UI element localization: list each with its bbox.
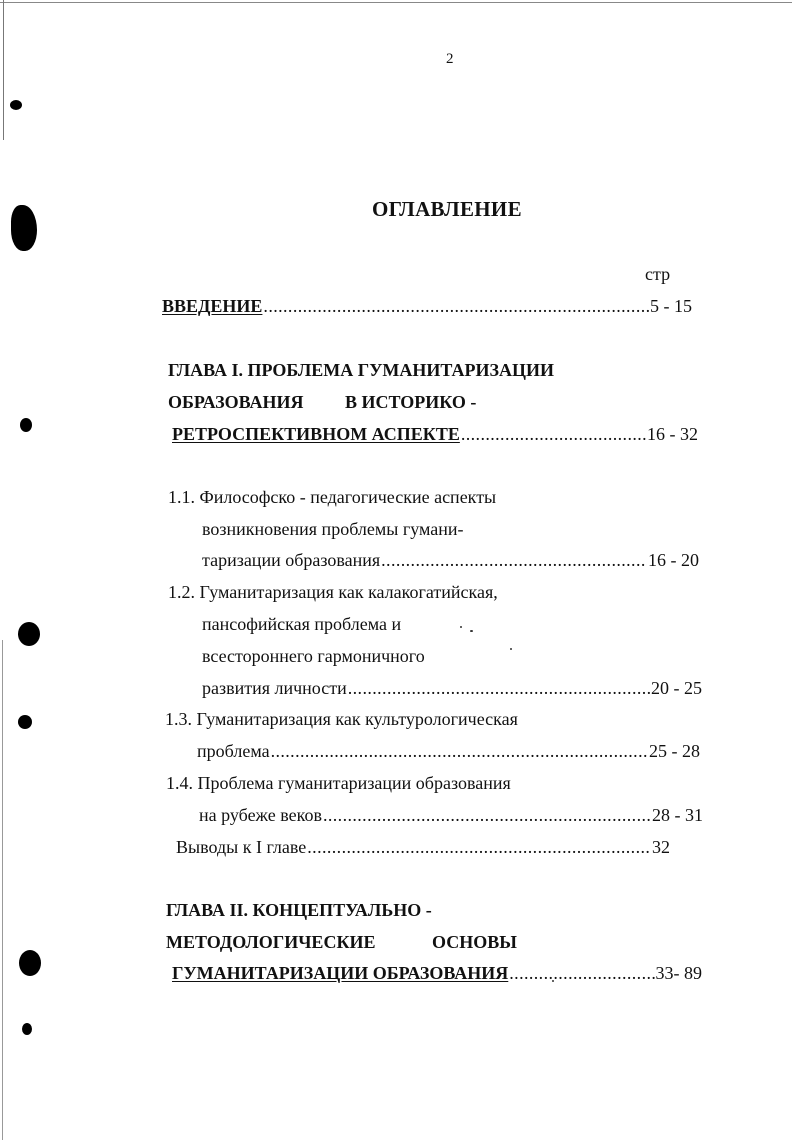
chapter2-title-line1: ГЛАВА II. КОНЦЕПТУАЛЬНО - <box>166 900 432 920</box>
toc-entry-chapter2[interactable] <box>172 962 702 984</box>
toc-entry-intro[interactable] <box>162 295 692 317</box>
section-1-2-line1: 1.2. Гуманитаризация как калакогатийская, <box>168 582 498 602</box>
chapter2-title-line2b: ОСНОВЫ <box>432 932 517 952</box>
section-1-3-line1: 1.3. Гуманитаризация как культурологическая <box>165 709 518 729</box>
chapter1-title-line3: РЕТРОСПЕКТИВНОМ АСПЕКТЕ <box>172 424 460 444</box>
dot-leader <box>509 962 654 984</box>
conclusions-pages: 32 <box>652 837 670 857</box>
section-1-1-line1: 1.1. Философско - педагогические аспекты <box>168 487 497 507</box>
intro-label: ВВЕДЕНИЕ <box>162 296 263 316</box>
dot-leader <box>271 740 648 762</box>
chapter1-title-line1: ГЛАВА I. ПРОБЛЕМА ГУМАНИТАРИЗАЦИИ <box>168 360 555 380</box>
toc-entry-section-1-2[interactable] <box>202 677 702 699</box>
toc-entry-section-1-3[interactable] <box>197 740 700 762</box>
section-1-2-line2: пансофийская проблема и <box>202 614 402 634</box>
section-1-4-line2: на рубеже веков <box>199 805 322 825</box>
dot-leader <box>307 836 651 858</box>
chapter1-pages: 16 - 32 <box>647 424 698 444</box>
scan-mark <box>10 100 22 110</box>
conclusions-label: Выводы к I главе <box>176 837 307 857</box>
dot-leader <box>263 295 649 317</box>
section-1-2-line4: развития личности <box>202 678 347 698</box>
punch-hole <box>19 950 41 976</box>
dust-speck <box>460 626 462 628</box>
dot-leader <box>348 677 650 699</box>
section-1-1-pages: 16 - 20 <box>648 550 699 570</box>
section-1-1-line2: возникновения проблемы гумани- <box>202 519 464 539</box>
section-1-3-pages: 25 - 28 <box>649 741 700 761</box>
toc-entry-section-1-4[interactable] <box>199 804 703 826</box>
chapter1-title-line2b: В ИСТОРИКО - <box>345 392 477 412</box>
page-number: 2 <box>446 51 454 67</box>
dot-leader <box>461 423 646 445</box>
section-1-2-line3: всестороннего гармоничного <box>202 646 425 666</box>
scan-mark <box>18 715 32 729</box>
chapter1-title-line2a: ОБРАЗОВАНИЯ <box>168 392 304 412</box>
toc-entry-conclusions[interactable] <box>176 836 670 858</box>
punch-hole <box>18 622 40 646</box>
pages-column-header: стр <box>645 264 671 284</box>
scan-mark <box>22 1023 32 1035</box>
dot-leader <box>381 549 647 571</box>
section-1-2-pages: 20 - 25 <box>651 678 702 698</box>
toc-entry-chapter1[interactable] <box>172 423 698 445</box>
section-1-4-line1: 1.4. Проблема гуманитаризации образования <box>166 773 511 793</box>
dust-speck <box>470 630 473 632</box>
left-edge-line <box>3 0 4 140</box>
toc-entry-section-1-1[interactable] <box>202 549 699 571</box>
top-edge-line <box>0 2 792 3</box>
section-1-4-pages: 28 - 31 <box>652 805 703 825</box>
page-title: ОГЛАВЛЕНИЕ <box>372 197 522 221</box>
dot-leader <box>323 804 651 826</box>
left-edge-line-lower <box>2 640 3 1140</box>
intro-pages: 5 - 15 <box>650 296 692 316</box>
chapter2-title-line2a: МЕТОДОЛОГИЧЕСКИЕ <box>166 932 376 952</box>
section-1-1-line3: таризации образования <box>202 550 381 570</box>
scan-mark <box>20 418 32 432</box>
chapter2-pages: 33- 89 <box>655 963 702 983</box>
chapter2-title-line3: ГУМАНИТАРИЗАЦИИ ОБРАЗОВАНИЯ <box>172 963 509 983</box>
section-1-3-line2: проблема <box>197 741 270 761</box>
dust-speck <box>510 648 512 650</box>
staple-mark <box>11 205 37 251</box>
